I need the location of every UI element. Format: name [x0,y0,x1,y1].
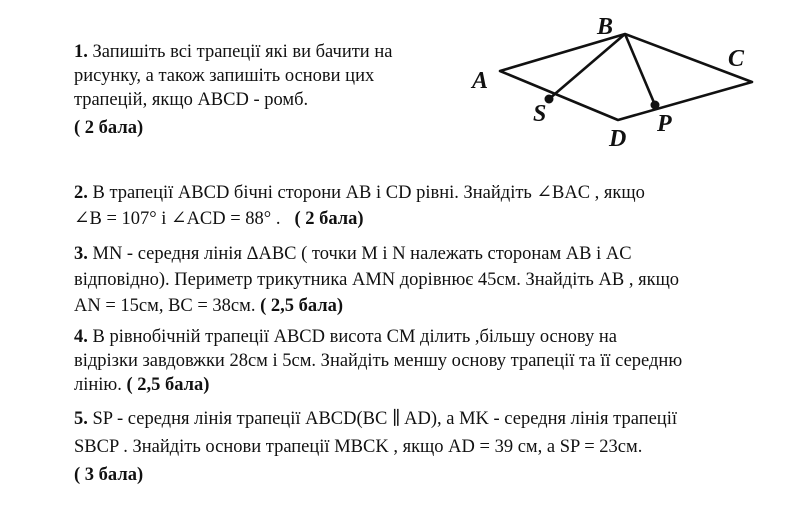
segment-bs [549,34,625,99]
task-4-points: ( 2,5 бала) [126,375,210,395]
task-3-points: ( 2,5 бала) [260,296,344,316]
label-b: B [597,14,614,40]
task-3-number: 3. [74,244,88,264]
task-2-line-1: 2. В трапеції ABCD бічні сторони AB і CD рівні. Знайдіть ∠BAC , якщо [74,183,645,203]
task-1-line-2: рисунку, а також запишіть основи цих [74,66,375,86]
task-4-number: 4. [74,327,88,347]
task-2-number: 2. [74,183,88,203]
task-2-points: ( 2 бала) [294,209,364,229]
task-1-line-3: трапецій, якщо ABCD - ромб. [74,90,309,110]
task-1-line-1: 1. Запишіть всі трапеції які ви бачити на [74,42,393,62]
label-a: A [472,68,489,94]
label-c: C [728,46,745,72]
task-3 [74,242,679,318]
task-5-line-2: SBCP . Знайдіть основи трапеції MBCK , якщо AD = 39 см, а SP = 23см. [74,437,643,457]
task-5-number: 5. [74,409,88,429]
task-3-line-2: відповідно). Периметр трикутника AMN дорівнює 45см. Знайдіть AB , якщо [74,270,680,290]
task-3-line-1: 3. MN - середня лінія ΔABC ( точки M і N належать сторонам AB і AC [74,244,632,264]
label-s: S [533,101,547,127]
task-1-number: 1. [74,42,88,62]
task-5 [74,407,677,487]
task-4 [74,325,682,397]
task-4-line-1: 4. В рівнобічній трапеції ABCD висота CM ділить ,більшу основу на [74,327,618,347]
task-5-points: ( 3 бала) [74,465,144,485]
task-1 [74,40,392,140]
task-1-points: ( 2 бала) [74,118,144,138]
task-2-line-2: ∠B = 107° і ∠ACD = 88° . ( 2 бала) [74,209,364,229]
task-5-line-1: 5. SP - середня лінія трапеції ABCD(BC ∥ AD), а MK - середня лінія трапеції [74,409,677,429]
label-p: P [657,111,672,137]
task-2 [74,181,645,231]
task-4-line-2: відрізки завдовжки 28см і 5см. Знайдіть меншу основу трапеції та її середню [74,351,683,371]
task-3-line-3: AN = 15см, BC = 38см. ( 2,5 бала) [74,296,344,316]
rhombus-figure [460,8,790,158]
label-d: D [609,126,627,152]
point-p [651,101,660,110]
task-4-line-3: лінію. ( 2,5 бала) [74,375,210,395]
